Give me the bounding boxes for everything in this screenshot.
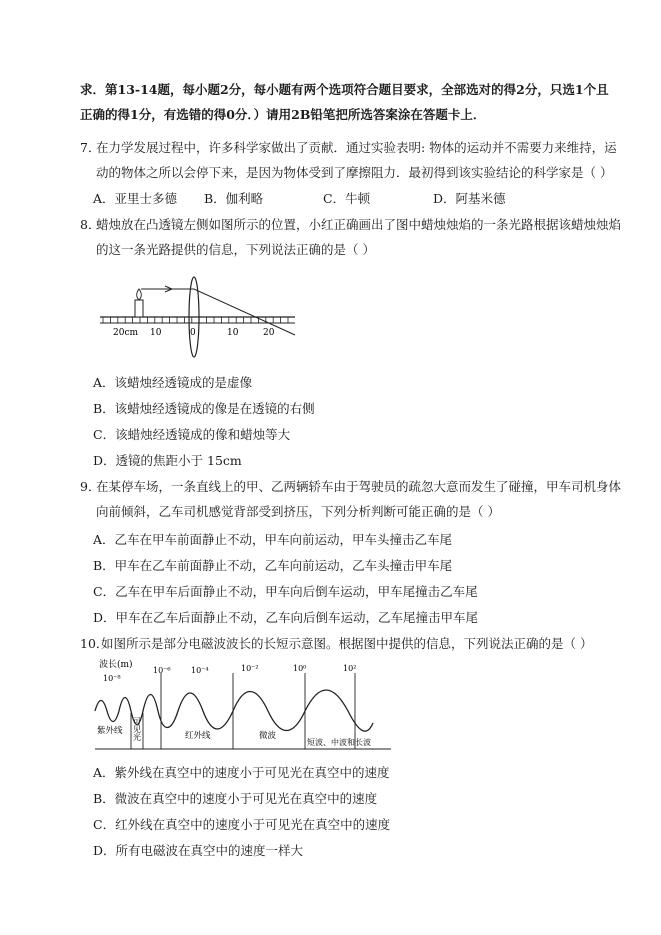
flame [137, 289, 142, 300]
option-a: A．该蜡烛经透镜成的是虚像 [93, 375, 253, 390]
question-number: 7． [80, 140, 101, 155]
wavelength-tick: 10⁻⁸ [103, 674, 121, 683]
option-b: B．该蜡烛经透镜成的像是在透镜的右侧 [93, 401, 315, 416]
instructions-line-1: 求．第13-14题，每小题2分，每小题有两个选项符合题目要求，全部选对的得2分，只选1个且 [80, 82, 609, 97]
option-c: C．该蜡烛经透镜成的像和蜡烛等大 [93, 427, 291, 442]
question-text-line-1: 在力学发展过程中，许多科学家做出了贡献．通过实验表明: 物体的运动并不需要力来维持，运 [96, 140, 617, 155]
ruler-label: 20cm [113, 328, 139, 338]
ruler-label: 10 [227, 328, 239, 338]
region-visible: 可见光 [132, 717, 142, 741]
question-number: 10． [80, 636, 109, 651]
em-spectrum-diagram [93, 653, 393, 753]
wavelength-tick: 10² [343, 664, 357, 673]
option-d: D．所有电磁波在真空中的速度一样大 [93, 843, 304, 858]
option-d: D．透镜的焦距小于 15cm [93, 453, 242, 468]
region-radio: 短波、中波和长波 [307, 738, 371, 747]
wavelength-tick: 10⁻² [241, 664, 259, 673]
candle [135, 300, 143, 317]
question-text-line-2: 的这一条光路提供的信息，下列说法正确的是（ ） [96, 242, 375, 257]
region-uv: 紫外线 [97, 726, 123, 736]
question-number: 8． [80, 217, 101, 232]
question-number: 9． [80, 479, 101, 494]
instructions-line-2: 正确的得1分，有选错的得0分．）请用2B铅笔把所选答案涂在答题卡上． [80, 107, 486, 122]
option-c: C．牛顿 [323, 191, 371, 206]
option-a: A．乙车在甲车前面静止不动，甲车向前运动，甲车头撞击乙车尾 [93, 532, 453, 547]
option-c: C．乙车在甲车后面静止不动，甲车向后倒车运动，甲车尾撞击乙车尾 [93, 584, 478, 599]
axis-label: 波长(m) [99, 660, 133, 670]
wavelength-tick: 10⁻⁶ [153, 666, 171, 675]
question-text-line-2: 向前倾斜，乙车司机感觉背部受到挤压，下列分析判断可能正确的是（ ） [96, 504, 500, 519]
region-infrared: 红外线 [185, 731, 211, 741]
option-d: D．阿基米德 [433, 191, 506, 206]
ruler-label: 0 [190, 328, 196, 338]
region-microwave: 微波 [259, 731, 277, 741]
question-text-line-1: 蜡烛放在凸透镜左侧如图所示的位置，小红正确画出了图中蜡烛烛焰的一条光路根据该蜡烛烛焰 [96, 217, 622, 232]
question-text-line-2: 动的物体之所以会停下来，是因为物体受到了摩擦阻力．最初得到该实验结论的科学家是（ ） [96, 165, 613, 180]
question-text-line-1: 如图所示是部分电磁波波长的长短示意图。根据图中提供的信息，下列说法正确的是（ ） [101, 636, 593, 651]
wavelength-tick: 10⁰ [293, 664, 307, 673]
option-d: D．甲车在乙车后面静止不动，乙车向后倒车运动，乙车尾撞击甲车尾 [93, 610, 479, 625]
option-a: A．紫外线在真空中的速度小于可见光在真空中的速度 [93, 765, 390, 780]
ruler-label: 20 [263, 328, 275, 338]
option-b: B．微波在真空中的速度小于可见光在真空中的速度 [93, 791, 378, 806]
option-b: B．伽利略 [204, 191, 264, 206]
question-text-line-1: 在某停车场，一条直线上的甲、乙两辆轿车由于驾驶员的疏忽大意而发生了碰撞，甲车司机身体 [96, 479, 622, 494]
ruler-label: 10 [150, 328, 162, 338]
wavelength-tick: 10⁻⁴ [191, 666, 209, 675]
option-a: A．亚里士多德 [93, 191, 178, 206]
option-b: B．甲车在乙车前面静止不动，乙车向前运动，乙车头撞击甲车尾 [93, 558, 453, 573]
lens-diagram [95, 275, 305, 360]
option-c: C．红外线在真空中的速度小于可见光在真空中的速度 [93, 817, 391, 832]
